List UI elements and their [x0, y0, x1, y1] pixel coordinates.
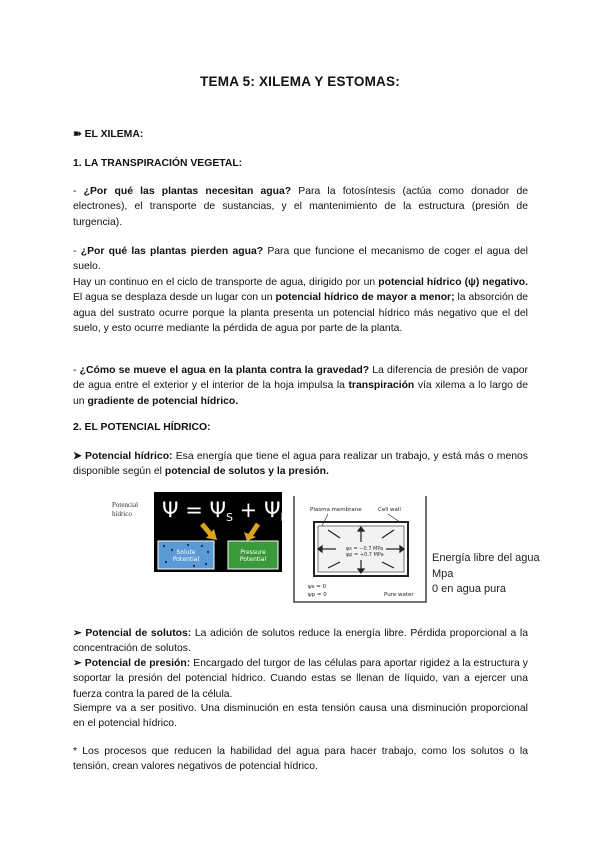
bold-transpiracion: transpiración — [348, 380, 415, 392]
paragraph-continuum — [73, 275, 528, 336]
answer-need-water: Para la fotosíntesis (actúa como donador de electrones), el transporte de sustancias, y el mantenimiento de la estructura (presión de turgencia). — [73, 186, 528, 228]
paragraph-footnote: * Los procesos que reducen la habilidad del agua para hacer trabajo, como los solutos o la tensión, crean valores negativos de potencial hídrico. — [73, 746, 528, 773]
pressure-potential-box — [228, 541, 278, 569]
plasma-membrane-label: Plasma membrane — [310, 507, 362, 513]
pure-water-label: Pure water — [384, 592, 414, 598]
equation-text: Ψ = ΨS + ΨP — [162, 498, 288, 524]
bold-potencial-solutos: ➢ Potencial de solutos: — [73, 628, 192, 639]
text-potencial-solutos: La adición de solutos reduce la energía libre. Pérdida proporcional a la concentración de solutos. — [73, 628, 529, 655]
text-potencial-presion: Encargado del turgor de las células para aportar rigidez a la estructura y soportar la presión del potencial hídrico. Cuando estas se llenan de líquido, van a ejercer una fuerza contra la pared de la célula. — [73, 658, 528, 700]
paragraph-potencial-solutos — [73, 626, 528, 657]
text-continuum-2: El agua se desplaza desde un lugar con un — [73, 292, 276, 304]
figure1-label-line2: hídrico — [112, 510, 132, 518]
caption-line-2: Mpa — [432, 567, 454, 580]
water-psi-s: ψs = 0 — [308, 584, 327, 590]
text-continuum-3: la absorción de agua del sustrato ocurre porque la planta presenta un potencial hídrico más negativo que el del suelo, y esto ocurre mediante la pérdida de agua por parte de la planta. — [73, 292, 529, 334]
section-xilema-heading: ➽ EL XILEMA: — [73, 129, 144, 140]
heading-transpiracion: 1. LA TRANSPIRACIÓN VEGETAL: — [73, 158, 243, 169]
text-gravity-1: La diferencia de presión de vapor de agua entre el exterior y el interior de la hoja impulsa la — [73, 365, 528, 392]
paragraph-why-lose-water: - ¿Por qué las plantas pierden agua? Para que funcione el mecanismo de coger el agua del suelo. — [73, 246, 528, 273]
caption-line-1: Energía libre del agua — [432, 552, 540, 564]
bold-potencial-hidrico: ➤ Potencial hídrico: — [73, 451, 173, 462]
water-psi-p: ψp = 0 — [308, 592, 327, 598]
bold-negative-potential: potencial hídrico (ψ) negativo. — [378, 277, 528, 288]
paragraph-siempre-positivo: Siempre va a ser positivo. Una disminución en esta tensión causa una disminución proporcional en el potencial hídrico. — [73, 703, 528, 730]
paragraph-gravity: - ¿Cómo se mueve el agua en la planta contra la gravedad? La diferencia de presión de vapor de agua entre el exterior y el interior de la hoja impulsa la transpiración vía xilema a lo largo de un gradiente de potencial hídrico. — [73, 365, 528, 407]
bold-gradiente: gradiente de potencial hídrico. — [87, 395, 239, 407]
heading-potencial-hidrico: 2. EL POTENCIAL HÍDRICO: — [73, 422, 211, 433]
page-title: TEMA 5: XILEMA Y ESTOMAS: — [200, 74, 400, 89]
cell-in-pure-water-figure — [288, 492, 432, 606]
paragraph-potencial-presion — [73, 656, 528, 702]
figure-caption — [432, 551, 540, 598]
cell-wall-label: Cell wall — [378, 507, 401, 513]
answer-lose-water: Para que funcione el mecanismo de coger el agua del suelo. — [73, 246, 528, 273]
solute-potential-box — [158, 541, 214, 569]
text-potencial-hidrico: Esa energía que tiene el agua para realizar un trabajo, y está más o menos disponible según el — [73, 451, 528, 478]
question-need-water: ¿Por qué las plantas necesitan agua? — [83, 186, 292, 197]
question-lose-water: ¿Por qué las plantas pierden agua? — [80, 246, 264, 257]
figure1-label-line1: Potencial — [112, 501, 139, 509]
paragraph-why-need-water: - ¿Por qué las plantas necesitan agua? Para la fotosíntesis (actúa como donador de electrones), el transporte de sustancias, y el mantenimiento de la estructura (presión de turgencia). — [73, 186, 528, 228]
question-gravity: ¿Cómo se mueve el agua en la planta contra la gravedad? — [79, 365, 370, 376]
caption-line-3: 0 en agua pura — [432, 583, 507, 595]
bold-potential-gradient: potencial hídrico de mayor a menor; — [275, 292, 455, 304]
psi-s-value: ψs = −0.7 MPa — [346, 546, 384, 552]
solute-label-1: Solute — [176, 549, 196, 556]
paragraph-potencial-hidrico — [73, 449, 528, 480]
text-continuum-1: Hay un continuo en el ciclo de transporte de agua, dirigido por un — [73, 277, 379, 288]
bold-solutos-presion: potencial de solutos y la presión. — [164, 466, 329, 478]
water-potential-equation-figure — [110, 492, 288, 572]
text-gravity-2: vía xilema a lo largo de un — [73, 380, 528, 407]
pressure-label-2: Potential — [239, 556, 267, 563]
bold-potencial-presion: ➢ Potencial de presión: — [73, 658, 191, 669]
psi-p-value: ψp = +0.7 MPa — [346, 552, 384, 558]
solute-label-2: Potential — [172, 556, 200, 563]
pressure-label-1: Pressure — [240, 549, 266, 556]
